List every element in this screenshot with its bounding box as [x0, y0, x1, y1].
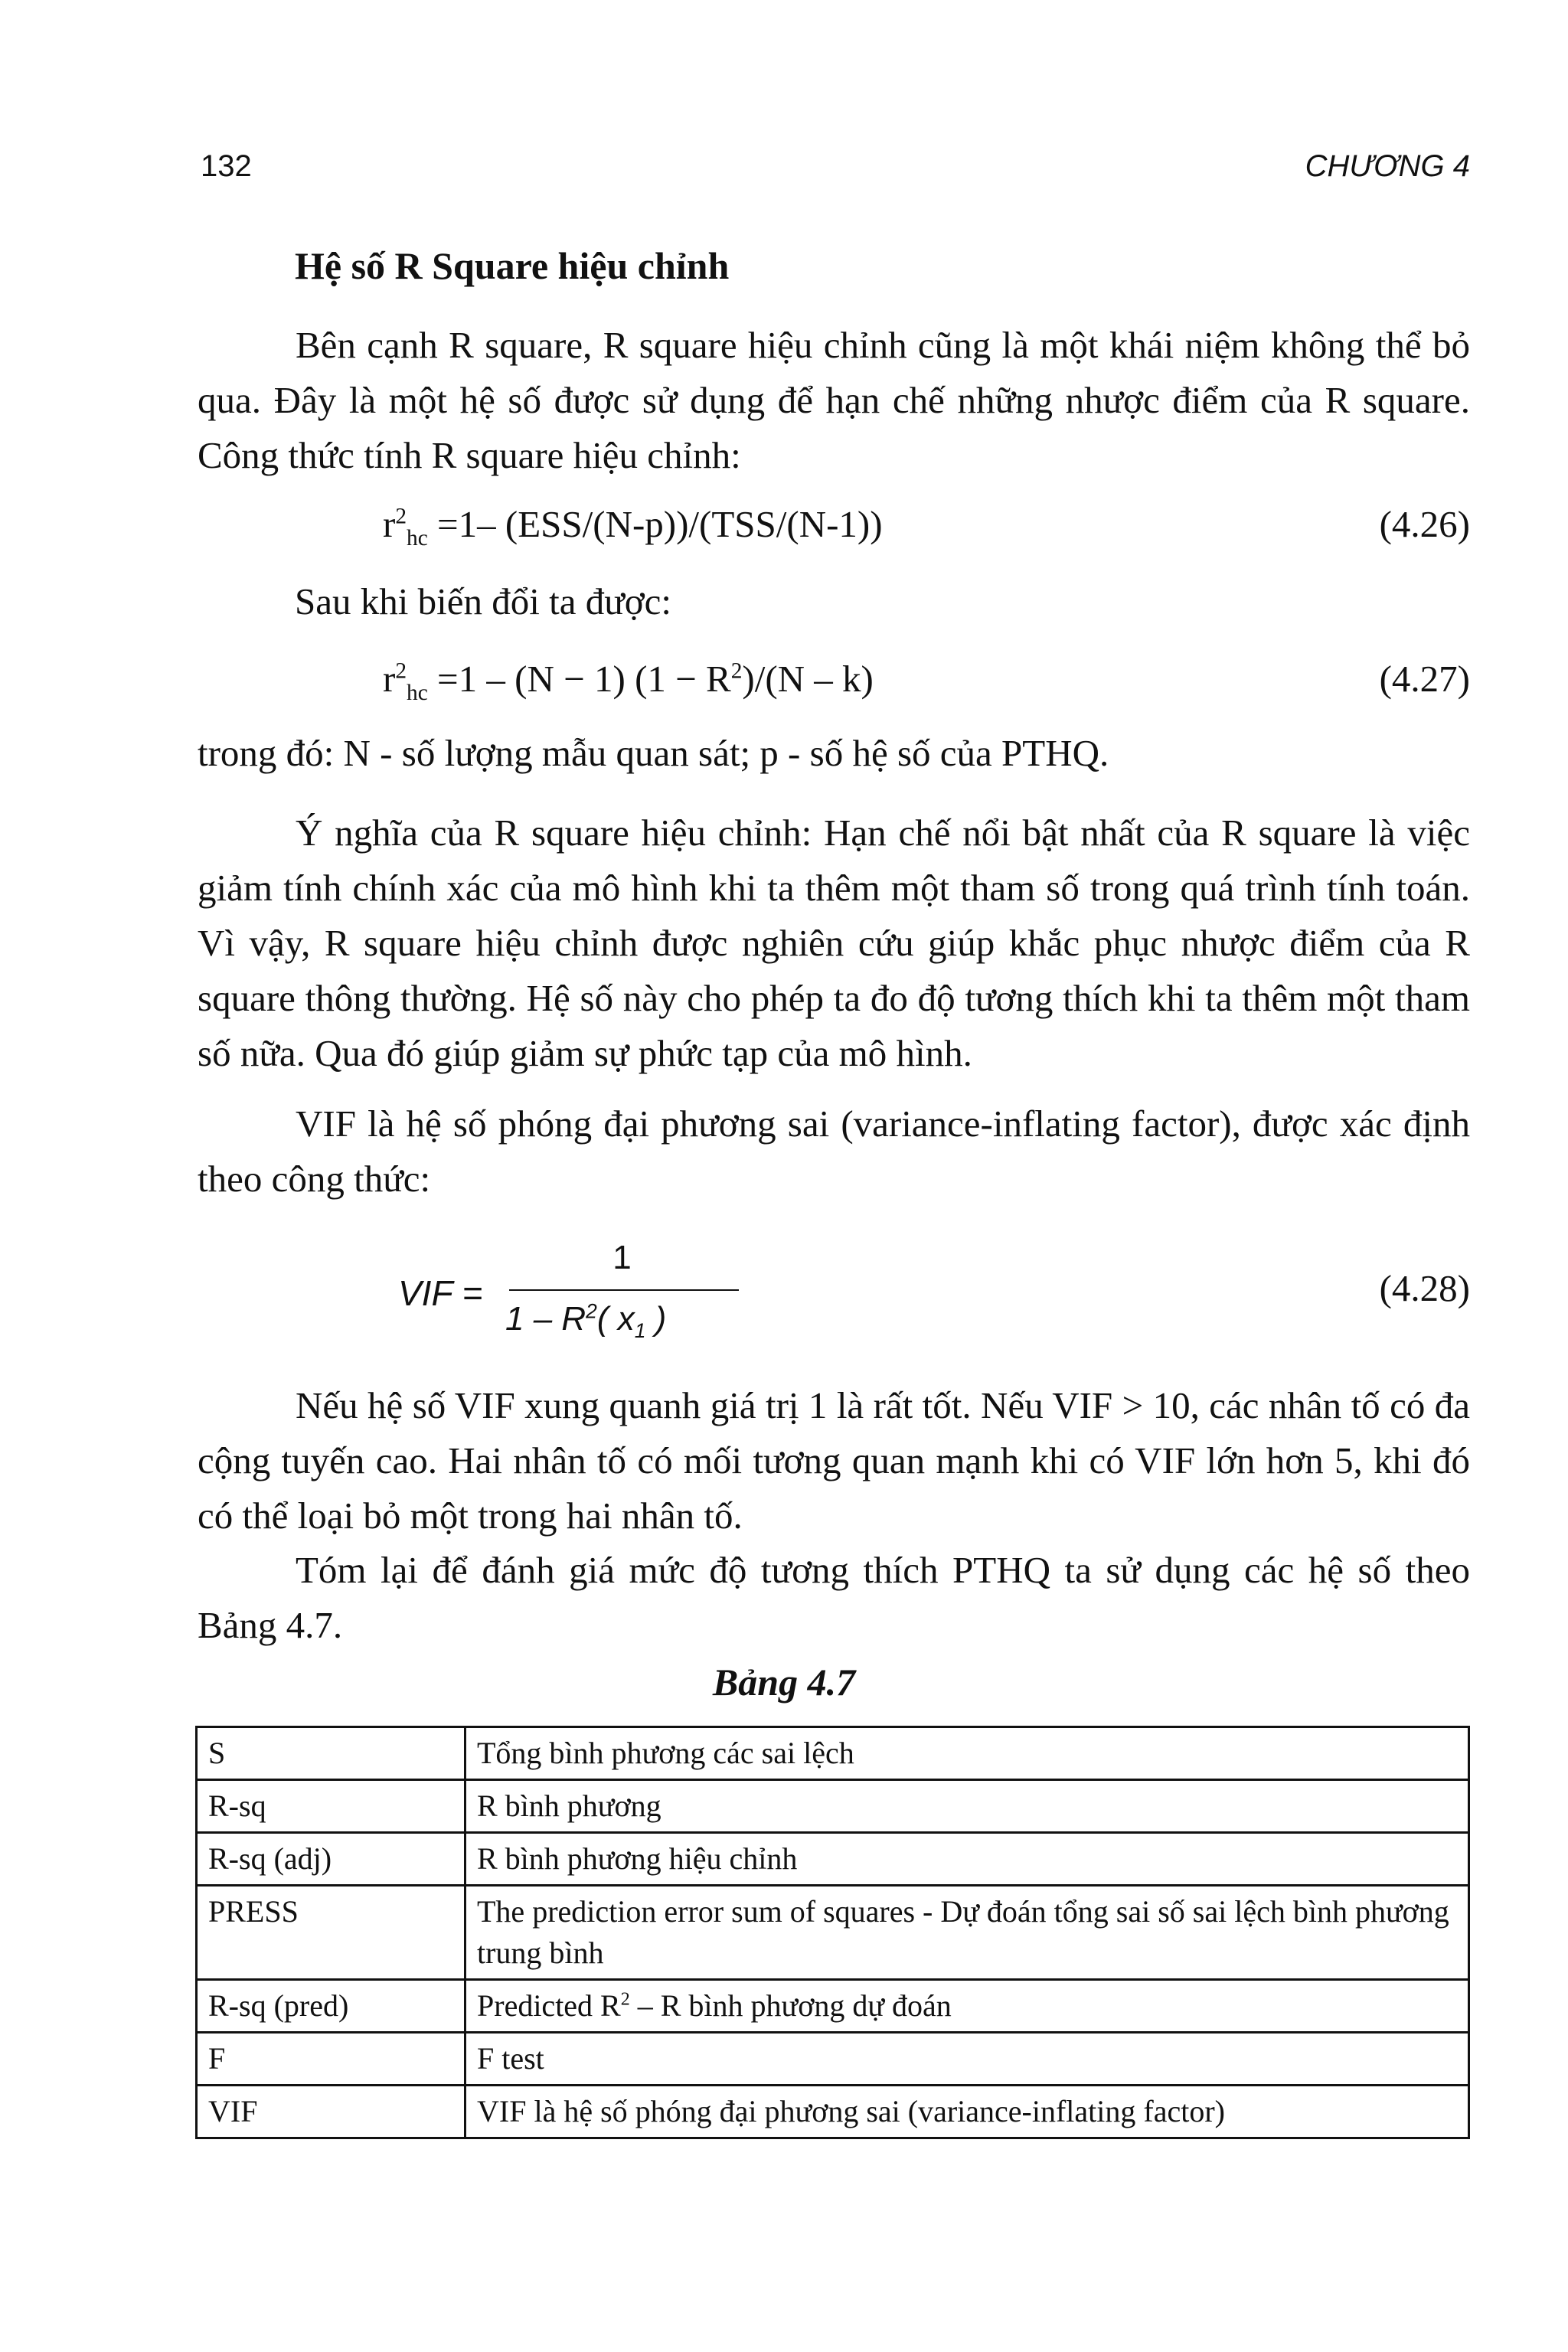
table-cell-term: R-sq (adj): [197, 1833, 466, 1886]
table-cell-desc: R bình phương hiệu chỉnh: [466, 1833, 1469, 1886]
eq-base: r: [383, 503, 396, 545]
eq-base: r: [383, 658, 396, 700]
paragraph-summary: Tóm lại để đánh giá mức độ tương thích PTHQ ta sử dụng các hệ số theo Bảng 4.7.: [198, 1549, 1470, 1646]
paragraph-meaning: Ý nghĩa của R square hiệu chỉnh: Hạn chế nổi bật nhất của R square là việc giảm tính chính xác của mô hình khi ta thêm một tham số trong quá trình tính toán. Vì vậy, R square hiệu chỉnh được nghiên cứu giúp khắc phục nhược điểm của R square thông thường. Hệ số này cho phép ta đo độ tương thích khi ta thêm một tham số nữa. Qua đó giúp giảm sự phức tạp của mô hình.: [198, 812, 1470, 1074]
eq-rhs-b: )/(N – k): [742, 658, 874, 700]
table-cell-desc: VIF là hệ số phóng đại phương sai (variance-inflating factor): [466, 2086, 1469, 2138]
equation-4-28: [398, 1239, 704, 1369]
eq-sub: hc: [407, 680, 428, 705]
paragraph-transform: Sau khi biến đổi ta được:: [295, 580, 672, 622]
table-row: [197, 2033, 1469, 2086]
fraction-bar: [509, 1289, 739, 1291]
chapter-header: CHƯƠNG 4: [1305, 149, 1470, 183]
table-caption: Bảng 4.7: [712, 1661, 856, 1704]
eq-rhs-a: =1 – (N − 1) (1 − R: [427, 658, 731, 700]
table-cell-desc: [466, 1980, 1469, 2033]
eq-sup: 2: [395, 504, 407, 529]
vif-denominator: [505, 1299, 667, 1342]
table-row: [197, 2086, 1469, 2138]
equation-number-4-26: (4.26): [1379, 503, 1470, 545]
desc-sup: 2: [620, 1989, 630, 2010]
paragraph-vif-interpretation: Nếu hệ số VIF xung quanh giá trị 1 là rất tốt. Nếu VIF > 10, các nhân tố có đa cộng tuyến cao. Hai nhân tố có mối tương quan mạnh khi có VIF lớn hơn 5, khi đó có thể loại bỏ một trong hai nhân tố.: [198, 1384, 1470, 1537]
table-row: [197, 1833, 1469, 1886]
paragraph-vif: VIF là hệ số phóng đại phương sai (variance-inflating factor), được xác định theo công thức:: [198, 1102, 1470, 1200]
den-b: ( x: [596, 1300, 635, 1338]
section-title: Hệ số R Square hiệu chỉnh: [295, 244, 730, 287]
equation-number-4-28: (4.28): [1379, 1267, 1470, 1309]
vif-numerator: 1: [612, 1239, 632, 1276]
desc-part-b: – R bình phương dự đoán: [629, 1988, 952, 2023]
eq-rhs-sup: 2: [730, 658, 743, 684]
eq-sup: 2: [395, 658, 407, 684]
desc-part-a: Predicted R: [477, 1988, 621, 2023]
vif-lhs: VIF =: [398, 1273, 483, 1313]
table-cell-term: PRESS: [197, 1886, 466, 1980]
table-row: [197, 1727, 1469, 1780]
table-cell-term: R-sq (pred): [197, 1980, 466, 2033]
equation-4-27: [383, 657, 874, 705]
table-row: [197, 1980, 1469, 2033]
eq-rhs: =1– (ESS/(N-p))/(TSS/(N-1)): [427, 503, 883, 545]
table-cell-desc: R bình phương: [466, 1780, 1469, 1833]
den-sup: 2: [586, 1299, 597, 1323]
coefficients-table: [195, 1726, 1470, 2139]
paragraph-intro: Bên cạnh R square, R square hiệu chỉnh cũng là một khái niệm không thể bỏ qua. Đây là một hệ số được sử dụng để hạn chế những nhược điểm của R square. Công thức tính R square hiệu chỉnh:: [198, 324, 1470, 476]
eq-sub: hc: [407, 525, 428, 550]
table-row: [197, 1886, 1469, 1980]
table-cell-term: VIF: [197, 2086, 466, 2138]
table-cell-desc: The prediction error sum of squares - Dự đoán tổng sai số sai lệch bình phương trung bình: [466, 1886, 1469, 1980]
page-number: 132: [201, 149, 252, 183]
equation-number-4-27: (4.27): [1379, 658, 1470, 700]
table-row: [197, 1780, 1469, 1833]
table-cell-term: F: [197, 2033, 466, 2086]
table-cell-term: R-sq: [197, 1780, 466, 1833]
paragraph-where: trong đó: N - số lượng mẫu quan sát; p - số hệ số của PTHQ.: [198, 732, 1109, 774]
table-cell-desc: Tổng bình phương các sai lệch: [466, 1727, 1469, 1780]
den-c: ): [645, 1300, 667, 1338]
table-cell-term: S: [197, 1727, 466, 1780]
equation-4-26: [383, 502, 883, 550]
den-sub: 1: [634, 1318, 646, 1342]
den-a: 1 – R: [505, 1300, 586, 1338]
table-cell-desc: F test: [466, 2033, 1469, 2086]
